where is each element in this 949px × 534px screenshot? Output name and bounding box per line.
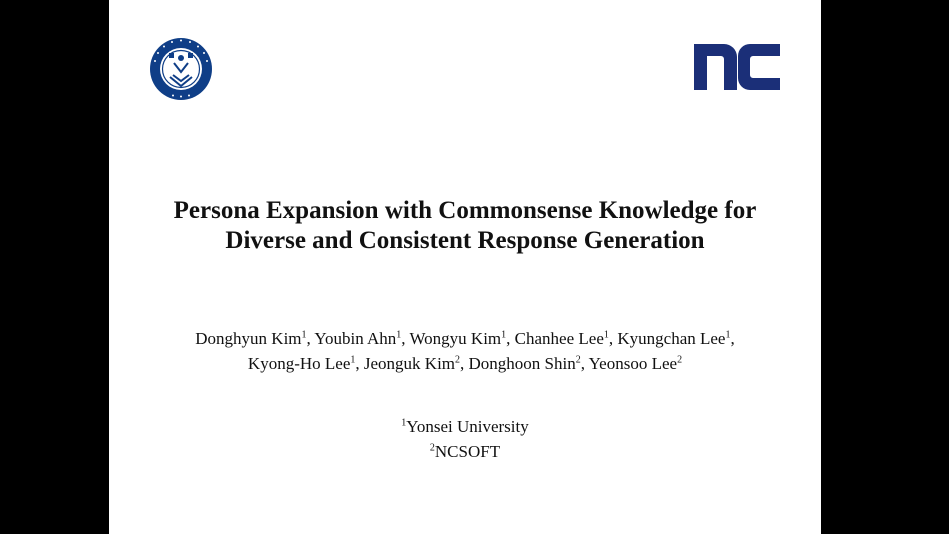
author-affiliation-mark: 1 xyxy=(603,329,609,341)
author-affiliation-mark: 1 xyxy=(501,329,507,341)
author-line-2: Kyong-Ho Lee$^1$, Jeonguk Kim$^2$, Donghoon Shin$^2$, Yeonsoo Lee$^2$ xyxy=(247,354,683,373)
affiliation-name: NCSOFT xyxy=(434,442,501,461)
author-affiliation-mark: 1 xyxy=(350,354,356,366)
author-name: Wongyu Kim xyxy=(409,329,502,348)
author-name: Youbin Ahn xyxy=(314,329,397,348)
author-name: Yeonsoo Lee xyxy=(588,354,678,373)
presentation-title xyxy=(109,196,821,256)
author-affiliation-mark: 2 xyxy=(455,354,461,366)
yonsei-university-logo xyxy=(149,37,213,101)
ncsoft-logo xyxy=(694,44,780,90)
author-affiliation-mark: 1 xyxy=(725,329,731,341)
title-line-1: Persona Expansion with Commonsense Knowledge for xyxy=(173,197,757,224)
affiliation-mark: 1 xyxy=(401,417,407,429)
author-name: Donghyun Kim xyxy=(195,329,302,348)
author-affiliation-mark: 1 xyxy=(396,329,402,341)
author-name: Jeonguk Kim xyxy=(363,354,456,373)
title-line-2: Diverse and Consistent Response Generation xyxy=(225,227,705,254)
author-name: Donghoon Shin xyxy=(468,354,576,373)
affiliation-name: Yonsei University xyxy=(406,417,529,436)
author-affiliation-mark: 1 xyxy=(301,329,307,341)
author-line-1: Donghyun Kim$^1$, Youbin Ahn$^1$, Wongyu Kim$^1$, Chanhee Lee$^1$, Kyungchan Lee$^1$, xyxy=(195,329,735,348)
affiliation-ncsoft xyxy=(109,439,821,464)
author-name: Kyungchan Lee xyxy=(617,329,726,348)
author-affiliation-mark: 2 xyxy=(677,354,683,366)
author-list xyxy=(109,326,821,376)
author-affiliation-mark: 2 xyxy=(575,354,581,366)
affiliation-list xyxy=(109,414,821,464)
affiliation-mark: 2 xyxy=(429,442,435,454)
author-name: Kyong-Ho Lee xyxy=(247,354,351,373)
author-name: Chanhee Lee xyxy=(514,329,604,348)
title-slide xyxy=(109,0,821,534)
affiliation-yonsei xyxy=(109,414,821,439)
